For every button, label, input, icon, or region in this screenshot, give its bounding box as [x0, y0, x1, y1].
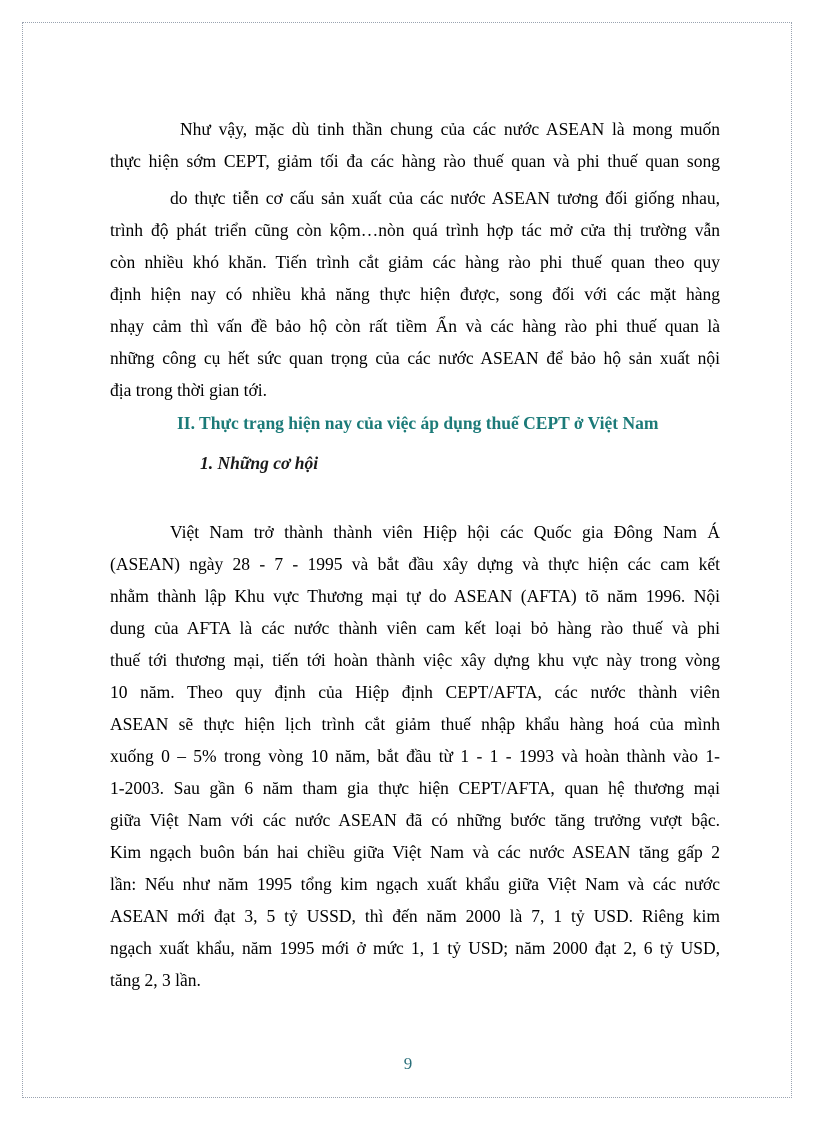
text-line: Kim ngạch buôn bán hai chiều giữa Việt Nam và các nước ASEAN tăng gấp 2 — [110, 842, 720, 862]
text-line: nhạy cảm thì vấn đề bảo hộ còn rất tiềm Ẩn và các hàng rào phi thuế quan là — [110, 316, 720, 336]
text-line: ngạch xuất khẩu, năm 1995 mới ở mức 1, 1 tỷ USD; năm 2000 đạt 2, 6 tỷ USD, — [110, 938, 720, 958]
text-line: 1-2003. Sau gần 6 năm tham gia thực hiện CEPT/AFTA, quan hệ thương mại — [110, 778, 720, 798]
text-line: ASEAN sẽ thực hiện lịch trình cắt giảm thuế nhập khẩu hàng hoá của mình — [110, 714, 720, 734]
text-line: dung của AFTA là các nước thành viên cam kết loại bỏ hàng rào thuế và phi — [110, 618, 720, 638]
text-line: xuống 0 – 5% trong vòng 10 năm, bắt đầu từ 1 - 1 - 1993 và hoàn thành vào 1- — [110, 746, 720, 766]
text-line: do thực tiễn cơ cấu sản xuất của các nước ASEAN tương đối giống nhau, — [170, 188, 720, 208]
text-line: tăng 2, 3 lần. — [110, 970, 201, 990]
text-line: nhằm thành lập Khu vực Thương mại tự do ASEAN (AFTA) tõ năm 1996. Nội — [110, 586, 720, 606]
text-line: (ASEAN) ngày 28 - 7 - 1995 và bắt đầu xây dựng và thực hiện các cam kết — [110, 554, 720, 574]
text-line: giữa Việt Nam với các nước ASEAN đã có những bước tăng trưởng vượt bậc. — [110, 810, 720, 830]
paragraph-intro — [110, 113, 720, 177]
section-heading: II. Thực trạng hiện nay của việc áp dụng thuế CEPT ở Việt Nam — [177, 413, 659, 433]
text-line: còn nhiều khó khăn. Tiến trình cắt giảm các hàng rào phi thuế quan theo quy — [110, 252, 720, 272]
text-line: Việt Nam trở thành thành viên Hiệp hội các Quốc gia Đông Nam Á — [170, 522, 720, 542]
text-line: thuế tới thương mại, tiến tới hoàn thành việc xây dựng khu vực này trong vòng — [110, 650, 720, 670]
text-line: 10 năm. Theo quy định của Hiệp định CEPT/AFTA, các nước thành viên — [110, 682, 720, 702]
text-line: trình độ phát triển cũng còn kộm…nòn quá trình hợp tác mở cửa thị trường vẫn — [110, 220, 720, 240]
paragraph-opportunities — [110, 516, 720, 996]
page-number: 9 — [403, 1054, 413, 1073]
text-line: Như vậy, mặc dù tinh thần chung của các nước ASEAN là mong muốn — [180, 119, 720, 139]
text-line: những công cụ hết sức quan trọng của các nước ASEAN để bảo hộ sản xuất nội — [110, 348, 720, 368]
text-line: lần: Nếu như năm 1995 tổng kim ngạch xuất khẩu giữa Việt Nam và các nước — [110, 874, 720, 894]
subsection-heading: 1. Những cơ hội — [200, 453, 319, 473]
text-line: ASEAN mới đạt 3, 5 tỷ USSD, thì đến năm 2000 là 7, 1 tỷ USD. Riêng kim — [110, 906, 720, 926]
text-line: thực hiện sớm CEPT, giảm tối đa các hàng rào thuế quan và phi thuế quan song — [110, 151, 720, 171]
text-line: định hiện nay có nhiều khả năng thực hiện được, song đối với các mặt hàng — [110, 284, 720, 304]
paragraph-constraints — [110, 182, 720, 406]
text-line: địa trong thời gian tới. — [110, 380, 268, 400]
